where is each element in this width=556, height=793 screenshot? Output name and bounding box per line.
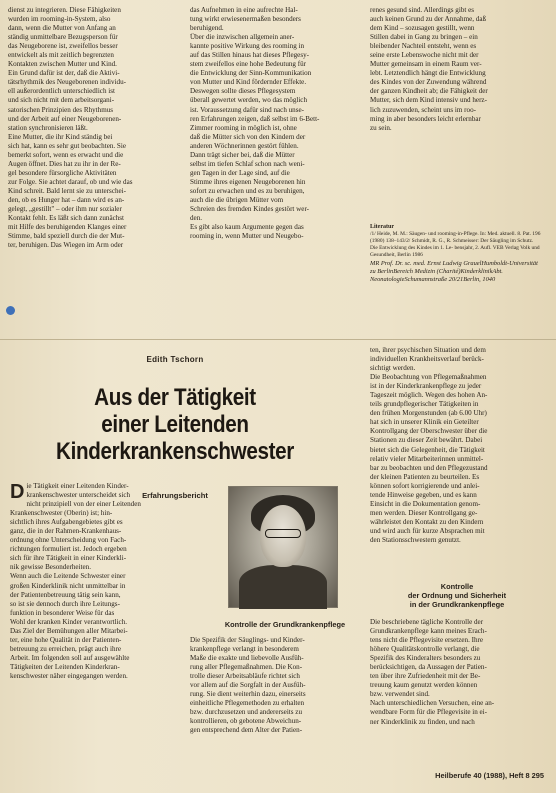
text-line: mit Hilfe des beruhigenden Klanges einer [8,223,127,232]
text-line: Es gibt also kaum Argumente gegen das [190,223,304,232]
text-line: tätsrhythmik des Neugeborenen individu- [8,78,127,87]
text-line: vor allem auf die Sorgfalt in der Ausfüh- [190,681,306,690]
text-line: bar zu beobachten und den Pflegezustand [370,463,488,472]
text-line: Die Spezifik der Säuglings- und Kinder- [190,636,305,644]
text-line: bleibender Nachteil entsteht, wenn es [370,42,477,51]
text-line: sich für ihre Tätigkeit in einer Kinderkli- [10,554,127,563]
article-title-line-3: Kinderkrankenschwester [56,438,294,465]
section-heading-grundkrankenpflege: Kontrolle der Grundkrankenpflege [224,620,346,629]
text-line: kenschwester näher eingegangen werden. [10,671,128,680]
text-line: anderen Wöchnerinnen gestört fühlen. [190,141,299,150]
text-line: wendbare Form für die Pflegevisite in ei- [370,708,488,717]
article-column-3a [370,346,544,556]
text-line: funktion in besonderer Weise für das [10,608,115,617]
text-line: Kinderklinik [460,268,493,276]
text-line: rooming in, wenn Mutter und Neugebo- [190,232,304,241]
bibliography [370,224,542,259]
top-column-1 [8,6,184,330]
article-title-line-2: einer Leitenden [101,411,249,438]
text-line: sichtlich ihres Aufgabengebietes gibt es [10,518,123,527]
text-line: kannte positive Wirkung des rooming in [190,42,305,51]
text-line: dann, wenn die Mutter von Anfang an [8,24,116,33]
text-line: beruhigend. [190,24,224,33]
text-line: krankenpflege verlangt in besonderem [190,645,299,654]
text-line: Stillen dabei in Gang zu bringen – ein [370,33,478,42]
section-heading-ordnung-sicherheit: Kontrolle der Ordnung und Sicherheit in der Grundkrankenpflege [407,582,507,609]
text-line: bzw. durchzusetzen und andererseits zu [190,708,303,717]
article-kicker: Erfahrungsbericht [142,491,208,500]
text-line: Die Beobachtung von Pflegemaßnahmen [370,373,487,382]
text-line: Kontakt fehlt. Es läßt sich dann zunächst [8,214,125,223]
text-line: Zimmer rooming in möglich ist, ohne [190,123,297,132]
text-line: Kontrollgang der Oberschwester über die [370,427,488,436]
text-line: Arbeit. Im folgenden soll auf ausgewählte [10,653,130,662]
article-column-3b [370,618,544,768]
text-line: die Entwicklung der Sinn-Kommunikation [190,69,312,78]
portrait-photo [228,486,338,608]
text-line: Stationen zu dieser Zeit bewährt. Dabei [370,436,483,445]
text-line: /1/ Heide, M. M.: Säugen- und rooming-in-Pflege. [370,231,479,237]
text-line: höhere Qualitätskontrolle verlangt, die [370,645,480,654]
text-line: des Kindes von der Zuwendung während [370,78,487,87]
text-line: Humboldt-Universität zu Berlin [370,260,538,276]
text-line: den frühen Morgenstunden (ab 6.00 Uhr) [370,409,487,418]
text-line: Schreien des fremden Kindes gestört wer- [190,205,310,214]
text-line: nicht prinzipiell von der einer Leitenden [26,500,141,509]
text-line: ständig unmittelbare Bezugsperson für [8,33,118,42]
text-line: bietet sich die Gelegenheit, die Tätigkeit [370,445,485,454]
text-line: Dann trägt sicher bei, daß die Mütter [190,150,295,159]
text-line: Tageszeit möglich. Wegen des hohen An- [370,391,488,400]
text-line: den. [190,214,203,223]
text-line: seine erste Lebenswoche nicht mit der [370,51,479,60]
text-line: relativ vieler Mitarbeiterinnen unmittel- [370,454,484,463]
text-line: Stimme, bald speziell durch die der Mut- [8,232,125,241]
text-line: In: Med. aktuell. 8. Pat. 196 (1980) 138–143 [370,231,541,244]
text-line: gelegt, „gestillt" – oder ihm nur sozialer [8,205,122,214]
text-line: lich zuzuwenden, scheint uns im roo- [370,105,476,114]
text-line: sichtigt werden. [370,364,416,373]
text-line: und wird auch für kurze Absprachen mit [370,526,485,535]
text-line: individuellen Krankheitsverlauf berück- [370,355,484,364]
text-line: der kleinen Patienten zu beurteilen. Es [370,472,480,481]
text-line: rung. Sie dient weiterhin dazu, einerseits [190,690,306,699]
text-line: ten, ihrer psychischen Situation und dem [370,346,486,354]
text-line: ter, beruhigen. Das Wiegen im Arm oder [8,241,124,250]
text-line: tende Hinweise gegeben, und es kann [370,490,477,499]
text-line: der Patientenbetreuung tätig sein kann, [10,590,121,599]
text-line: der ganzen Kindheit ab; die Fähigkeit der [370,87,488,96]
text-line: sich hat, kann es sehr gut beobachten. Sie [8,141,126,150]
article-column-2 [190,636,362,766]
text-line: /2/ Schmidt, R. G., R. Schmeisser: Der Säugling [404,238,509,244]
text-line: ie Tätigkeit einer Leitenden Kinder- [26,482,129,490]
author-address [370,260,542,284]
top-column-3 [370,6,544,136]
text-line: dienst zu integrieren. Diese Fähigkeiten [8,6,121,14]
text-line: Kontakten zwischen Mutter und Kind. [8,60,117,69]
text-line: ten über ihre Zufriedenheit mit der Be- [370,672,481,681]
text-line: Nach unterschiedlichen Versuchen, eine an- [370,699,495,708]
text-line: und sich nicht mit dem arbeitsorgani- [8,96,115,105]
text-line: ganz, die in der Rahmen-Krankenhaus- [10,527,122,536]
text-line: selbst im tiefen Schlaf schon nach weni- [190,159,305,168]
text-line: zur Folge. Sie achtet darauf, ob und wie das [8,177,133,186]
text-line: Eine Mutter, die ihr Kind ständig bei [8,132,113,141]
text-line: station synchronisieren läßt. [8,123,88,132]
text-line: entwickelt als mit zeitlich begrenzten [8,51,114,60]
text-line: Krankenschwester (Oberin) ist; hin- [10,509,113,518]
text-line: Wohl der kranken Kinder verantwortlich. [10,617,128,626]
text-line: hat sich in unserer Klinik ein Geteilter [370,418,479,427]
drop-cap: D [10,482,25,503]
text-line: kontrollieren, ob gebotene Abweichun- [190,717,302,726]
bibliography-heading: Literatur [370,224,394,230]
text-line: den, ob es Hunger hat – dann wird es an- [8,195,125,204]
text-line: und der Arbeit auf einer Neugeborenen- [8,114,122,123]
text-line: krankenschwester unterscheidet sich [26,491,131,500]
text-line: dem Kind – sozusagen gestillt, wenn [370,24,475,33]
text-line: gel besondere fürsorgliche Aktivitäten [8,168,117,177]
text-line: ming in aber besonders leicht erlernbar [370,114,481,123]
text-line: Grundkrankenpflege kann meines Erach- [370,627,487,636]
text-line: lebt. Letztendlich hängt die Entwicklung [370,69,486,78]
text-line: Stimme ihres eigenen Neugeborenen hin [190,177,306,186]
text-line: im Schutz. Die Entwicklung des Kindes im 1. Le- [370,238,534,251]
text-line: Kind schreit. Bald lernt sie zu unterschei- [8,186,126,195]
text-line: men werden. Dieser Kontrollgang ge- [370,508,478,517]
text-line: Maße die exakte und liebevolle Ausfüh- [190,654,304,663]
text-line: auch die die übrigen Mütter vom [190,195,284,204]
text-line: gen entsprechend dem Alter der Patien- [190,726,303,735]
text-line: tens nicht die Pflegevisite ersetzen. Ihre [370,636,484,645]
text-line: treuung kaum genutzt werden können [370,681,478,690]
text-line: tung wirkt erwiesenermaßen besonders [190,15,301,24]
text-line: renes gesund sind. Allerdings gibt es [370,6,475,14]
text-line: Die beschriebene tägliche Kontrolle der [370,618,484,626]
text-line: Wenn auch die Leitende Schwester einer [10,572,126,581]
text-line: daß die Mütter sich von den Kindern der [190,132,306,141]
text-line: auch keinen Grund zu der Annahme, daß [370,15,487,24]
punch-hole-mark [6,306,15,315]
text-line: Einsicht in die Dokumentation genom- [370,499,481,508]
text-line: Bereich Medizin (Charité) [393,268,461,276]
text-line: ordnung ohne Unterscheidung von Fach- [10,536,127,545]
article-column-1 [10,482,214,772]
text-line: Abt. Neonatologie [370,268,503,284]
text-line: Das Ziel der Bemühungen aller Mitarbei- [10,626,128,635]
text-line: trolle dieser Arbeitsabläufe richtet sich [190,672,300,681]
text-line: auf das Stillen hinaus hat dieses Pflegesy- [190,51,309,60]
text-line: MR Prof. Dr. sc. med. Ernst Ludwig Grauel [370,260,482,267]
text-line: das Aufnehmen in eine aufrechte Hal- [190,6,298,14]
text-line: Ein Grund dafür ist der, daß die Aktivi- [8,69,120,78]
text-line: Spezifik des Kinderalters besonders zu [370,654,481,663]
text-line: betreuung zu erreichen, prägt auch ihre [10,644,122,653]
article-header [10,355,340,503]
text-line: ner Kinderklinik zu finden, und nach [370,717,475,726]
text-line: nik gewisse Besonderheiten. [10,563,91,572]
text-line: von Mutter und Kind fördernder Effekte. [190,78,307,87]
text-line: sofort zu erwachen und es zu beruhigen, [190,186,305,195]
text-line: zu sein. [370,123,392,132]
text-line: den Stationsschwestern genutzt. [370,535,461,544]
text-line: ell außerordentlich unterschiedlich ist [8,87,115,96]
text-line: bemerkt sofort, wenn es erwacht und die [8,150,124,159]
top-column-2 [190,6,362,330]
text-line: das Neugeborene ist, zweifellos besser [8,42,118,51]
article-author: Edith Tschorn [146,355,204,364]
section-divider [0,339,556,340]
text-line: wurden im rooming-in-System, also [8,15,111,24]
text-line: einheitliche Pflegemethoden zu erhalten [190,699,305,708]
text-line: teils grundpflegerischer Tätigkeiten in [370,400,479,409]
text-line: überall gewertet werden, wo das möglich [190,96,308,105]
text-line: Über die inzwischen allgemein aner- [190,33,295,42]
text-line: ist in der Kinderkrankenpflege zu jeder [370,382,482,391]
text-line: großen Kinderklinik nicht unmittelbar in [10,581,126,590]
article-title-line-1: Aus der Tätigkeit [94,384,256,411]
text-line: Augen öffnet. Dies hat zu ihr in der Re- [8,159,121,168]
text-line: Berlin 1986 [395,252,423,258]
text-line: bzw. verwendet sind. [370,690,430,699]
text-line: können sofort korrigierende und anlei- [370,481,480,490]
text-line: Mutter, sich dem Kind intensiv und herz- [370,96,487,105]
text-line: ist. Voraussetzung dafür sind nach unse- [190,105,305,114]
text-line: richtungen formuliert ist. Jedoch ergeben [10,545,127,554]
text-line: rung aller Pflegemaßnahmen. Die Kon- [190,663,303,672]
text-line: bensjahr, 2. Aufl. VEB Verlag Volk und Gesundheit, [370,245,540,258]
text-line: Berlin, 1040 [463,276,496,284]
text-line: satorischen Prinzipien des Rhythmus [8,105,114,114]
text-line: Schumannstraße 20/21 [404,276,464,284]
text-line: Mutter gemeinsam in einem Raum ver- [370,60,482,69]
text-line: Deswegen sollte dieses Pflegesystem [190,87,296,96]
text-line: Tätigkeiten der Leitenden Kinderkran- [10,662,120,671]
page-footer: Heilberufe 40 (1988), Heft 8 295 [435,771,544,780]
text-line: berücksichtigen, da Aussagen der Patien- [370,663,487,672]
text-line: gen Tagen in der Lage sind, auf die [190,168,290,177]
text-line: ter, eine hohe Qualität in der Patienten- [10,635,122,644]
text-line: stem zweifellos eine hohe Bedeutung für [190,60,307,69]
text-line: so ist sie dennoch durch ihre Leitungs- [10,599,120,608]
text-line: ren Erfahrungen zeigen, daß selbst im 6-Bett- [190,114,320,123]
text-line: währleistet den Kontakt zu den Kindern [370,517,484,526]
